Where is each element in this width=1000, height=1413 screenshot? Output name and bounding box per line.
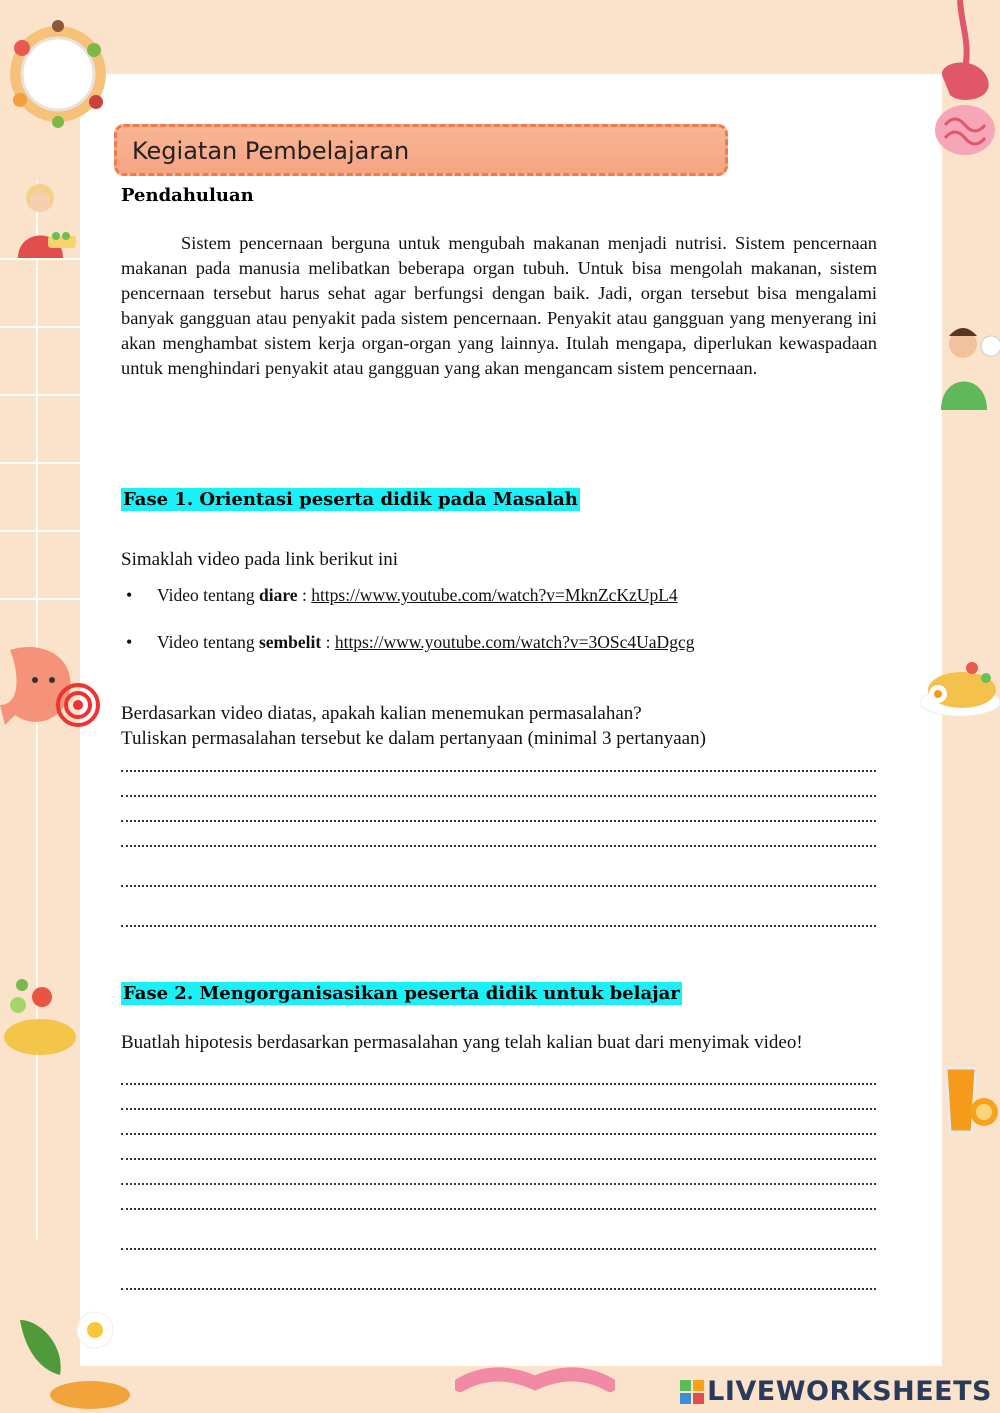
intro-heading: Pendahuluan (121, 185, 254, 206)
video-separator: : (321, 632, 335, 652)
bg-grid-line (0, 394, 80, 396)
orange-juice-illustration (938, 1060, 1000, 1140)
answer-line[interactable] (121, 1183, 876, 1185)
watermark-text: LIVEWORKSHEETS (707, 1376, 992, 1407)
answer-line[interactable] (121, 1208, 876, 1210)
phase1-instruction: Simaklah video pada link berikut ini (121, 549, 399, 570)
vegetables-illustration (10, 1300, 135, 1413)
answer-line[interactable] (121, 1248, 876, 1250)
omelette-illustration (0, 975, 80, 1060)
video-link-sembelit[interactable]: https://www.youtube.com/watch?v=3OSc4UaDgcg (334, 632, 695, 652)
banner-title: Kegiatan Pembelajaran (132, 137, 410, 165)
bg-grid-line (0, 258, 80, 260)
phase1-heading (121, 489, 580, 510)
video-separator: : (297, 585, 312, 605)
phase2-heading (121, 983, 682, 1004)
video-topic: sembelit (258, 632, 322, 652)
liveworksheets-logo-icon (680, 1380, 704, 1404)
answer-line[interactable] (121, 885, 876, 887)
liveworksheets-watermark (680, 1376, 992, 1407)
boy-stomachache-illustration (935, 322, 1000, 412)
intro-paragraph: Sistem pencernaan berguna untuk mengubah makanan menjadi nutrisi. Sistem pencernaan makanan pada manusia melibatkan beberapa organ tubuh. Untuk bisa mengolah makanan, sistem pencernaan tersebut harus sehat agar berfungsi dengan baik. Jadi, organ tersebut bisa mengalami banyak gangguan atau penyakit pada sistem pencernaan. Penyakit atau gangguan yang menyerang ini akan menghambat sistem kerja organ-organ yang lainnya. Itulah mengapa, diperlukan kewaspadaan untuk menghindari penyakit atau gangguan yang akan mengancam sistem pencernaan. (121, 233, 877, 378)
answer-line[interactable] (121, 770, 876, 772)
food-plate-illustration (0, 10, 115, 130)
bullet-icon: • (126, 585, 133, 605)
phase2-heading-text: Fase 2. Mengorganisasikan peserta didik untuk belajar (123, 983, 680, 1004)
answer-line[interactable] (121, 820, 876, 822)
answer-line[interactable] (121, 1108, 876, 1110)
phase1-heading-text: Fase 1. Orientasi peserta didik pada Masalah (123, 489, 578, 510)
answer-line[interactable] (121, 795, 876, 797)
video-prefix: Video tentang (157, 632, 259, 652)
answer-line[interactable] (121, 1158, 876, 1160)
video-item-diare (157, 585, 678, 606)
intestine-decoration (455, 1365, 615, 1405)
video-prefix: Video tentang (157, 585, 259, 605)
phase1-question-2: Tuliskan permasalahan tersebut ke dalam pertanyaan (minimal 3 pertanyaan) (121, 728, 706, 749)
answer-line[interactable] (121, 1083, 876, 1085)
girl-eating-illustration (8, 178, 80, 258)
video-topic: diare (258, 585, 298, 605)
phase1-question-1: Berdasarkan video diatas, apakah kalian menemukan permasalahan? (121, 703, 642, 724)
video-link-diare[interactable]: https://www.youtube.com/watch?v=MknZcKzUpL4 (311, 585, 678, 605)
answer-line[interactable] (121, 925, 876, 927)
bg-grid-line (0, 462, 80, 464)
video-item-sembelit (157, 632, 694, 653)
bg-grid-line (0, 326, 80, 328)
answer-line[interactable] (121, 1133, 876, 1135)
digestive-system-illustration (930, 0, 1000, 165)
bullet-icon: • (126, 632, 133, 652)
fried-rice-illustration (912, 648, 1000, 720)
bg-grid-line (0, 530, 80, 532)
bg-grid-line (0, 598, 80, 600)
answer-line[interactable] (121, 845, 876, 847)
phase2-instruction: Buatlah hipotesis berdasarkan permasalahan yang telah kalian buat dari menyimak video! (121, 1032, 803, 1053)
answer-line[interactable] (121, 1288, 876, 1290)
stomach-pain-illustration (0, 635, 105, 735)
